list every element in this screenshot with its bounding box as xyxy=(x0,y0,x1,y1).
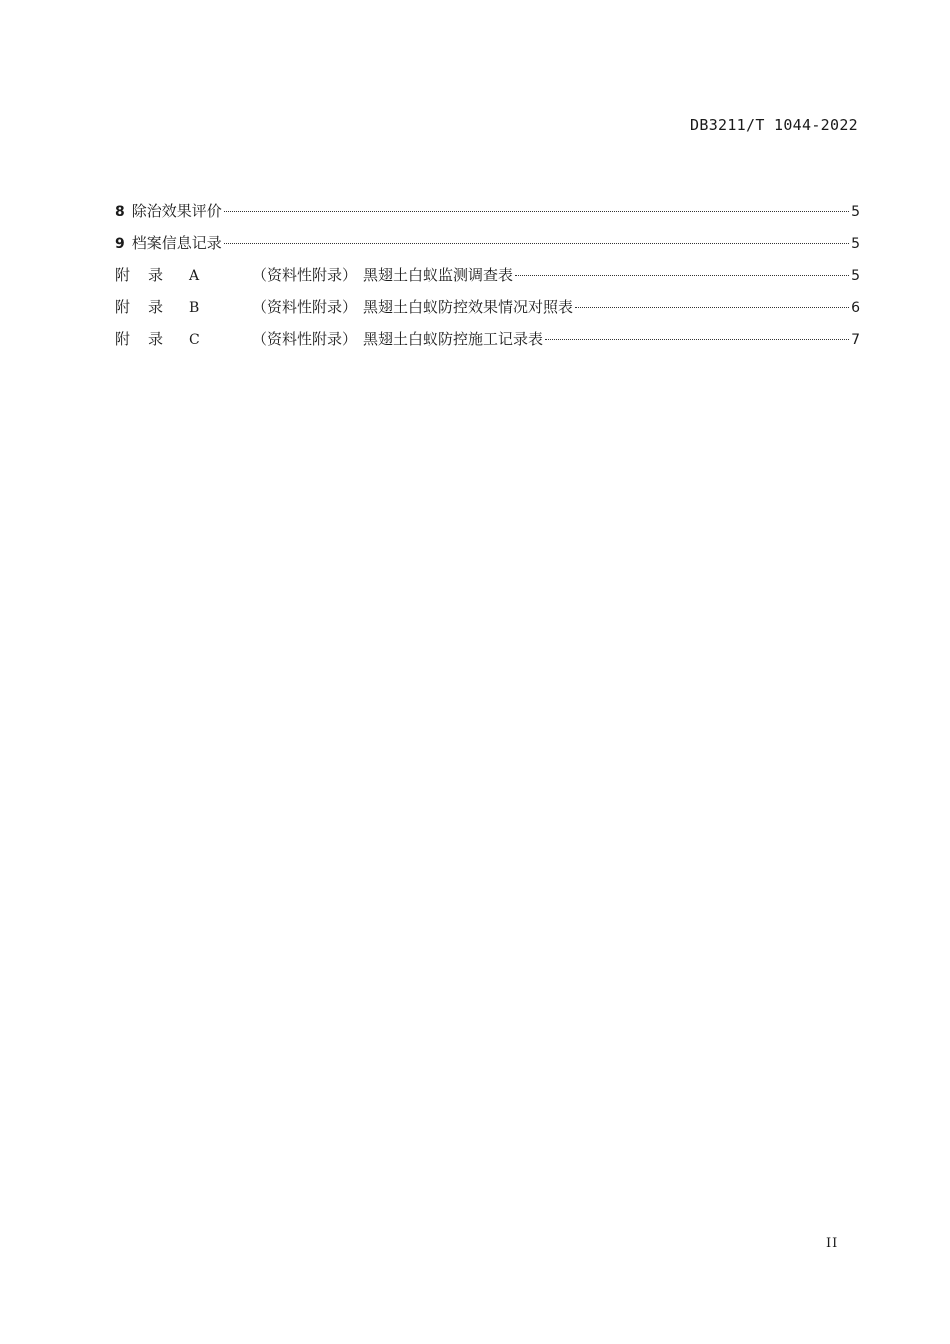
toc-section-title: 除治效果评价 xyxy=(131,202,222,220)
appendix-prefix xyxy=(115,328,167,349)
appendix-fu: 附 xyxy=(115,266,131,284)
toc-page-number: 5 xyxy=(851,268,860,284)
appendix-title: 黑翅土白蚁防控施工记录表 xyxy=(363,330,544,348)
toc-section-number: 8 xyxy=(115,204,125,220)
toc-leader-dots xyxy=(224,243,849,244)
appendix-type: （资料性附录） xyxy=(252,330,358,348)
document-code: DB3211/T 1044-2022 xyxy=(690,116,858,134)
toc-page-number: 6 xyxy=(851,300,860,316)
toc-leader-dots xyxy=(575,307,849,308)
appendix-fu: 附 xyxy=(115,298,131,316)
toc-leader-dots xyxy=(515,275,849,276)
appendix-letter: C xyxy=(189,332,200,348)
toc-section-number: 9 xyxy=(115,236,125,252)
toc-page-number: 7 xyxy=(851,332,860,348)
toc-page-number: 5 xyxy=(851,204,860,220)
appendix-letter: A xyxy=(189,268,200,284)
toc-entry-section-8[interactable] xyxy=(115,200,860,232)
toc-section-title: 档案信息记录 xyxy=(131,234,222,252)
toc-entry-appendix-c[interactable] xyxy=(115,328,860,360)
appendix-lu: 录 xyxy=(148,298,164,316)
toc-leader-dots xyxy=(224,211,849,212)
toc-entry-section-9[interactable] xyxy=(115,232,860,264)
toc-page-number: 5 xyxy=(851,236,860,252)
table-of-contents xyxy=(115,200,860,360)
appendix-fu: 附 xyxy=(115,330,131,348)
appendix-title: 黑翅土白蚁监测调查表 xyxy=(363,266,514,284)
toc-leader-dots xyxy=(545,339,849,340)
appendix-lu: 录 xyxy=(148,330,164,348)
toc-entry-appendix-b[interactable] xyxy=(115,296,860,328)
appendix-type: （资料性附录） xyxy=(252,266,358,284)
appendix-title: 黑翅土白蚁防控效果情况对照表 xyxy=(363,298,574,316)
toc-entry-appendix-a[interactable] xyxy=(115,264,860,296)
appendix-prefix xyxy=(115,296,167,317)
appendix-prefix xyxy=(115,264,167,285)
appendix-type: （资料性附录） xyxy=(252,298,358,316)
page-number-footer: II xyxy=(826,1236,839,1251)
appendix-lu: 录 xyxy=(148,266,164,284)
appendix-letter: B xyxy=(189,300,200,316)
